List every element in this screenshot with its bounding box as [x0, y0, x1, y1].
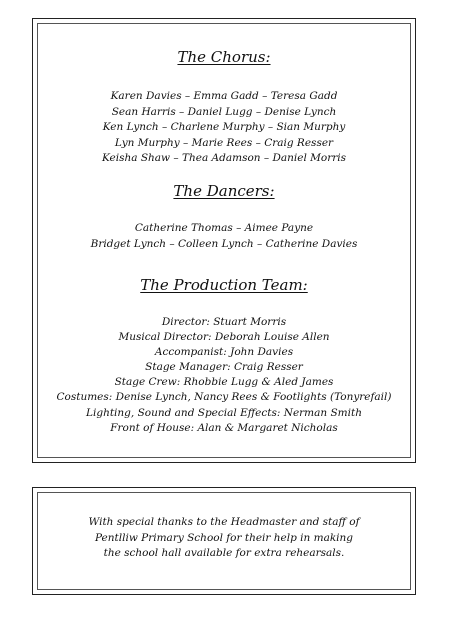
- chorus-section: [33, 47, 415, 167]
- chorus-line: Keisha Shaw – Thea Adamson – Daniel Morris: [101, 152, 347, 164]
- dancers-list: [33, 221, 415, 252]
- acknowledgement-line: Pentlliw Primary School for their help in making: [94, 531, 354, 544]
- production-team-line: Front of House: Alan & Margaret Nicholas: [110, 421, 338, 434]
- dancers-line: Bridget Lynch – Colleen Lynch – Catherine Davies: [90, 237, 358, 250]
- production-team-line: Lighting, Sound and Special Effects: Nerman Smith: [86, 406, 362, 419]
- production-team-line: Costumes: Denise Lynch, Nancy Rees & Footlights (Tonyrefail): [56, 391, 392, 404]
- production-team-line: Accompanist: John Davies: [154, 346, 294, 359]
- dancers-heading: The Dancers:: [173, 182, 275, 200]
- acknowledgement-panel: [32, 487, 416, 595]
- production-team-line: Musical Director: Deborah Louise Allen: [118, 331, 330, 344]
- dancers-section: [33, 181, 415, 252]
- dancers-line: Catherine Thomas – Aimee Payne: [134, 222, 314, 234]
- production-team-line: Stage Manager: Craig Resser: [145, 361, 303, 374]
- acknowledgement-line: the school hall available for extra rehearsals.: [103, 547, 345, 559]
- production-team-line: Stage Crew: Rhobbie Lugg & Aled James: [114, 376, 334, 389]
- chorus-line: Lyn Murphy – Marie Rees – Craig Resser: [114, 136, 334, 149]
- chorus-heading: The Chorus:: [177, 48, 271, 66]
- production-team-line: Director: Stuart Morris: [161, 316, 287, 328]
- chorus-list: [33, 89, 415, 167]
- production-team-heading: The Production Team:: [140, 276, 308, 294]
- production-team-list: [33, 315, 415, 436]
- chorus-line: Ken Lynch – Charlene Murphy – Sian Murphy: [102, 121, 346, 133]
- acknowledgement-text: [33, 515, 415, 562]
- credits-panel: [32, 18, 416, 463]
- chorus-line: Sean Harris – Daniel Lugg – Denise Lynch: [111, 105, 337, 118]
- production-team-section: [33, 275, 415, 436]
- chorus-line: Karen Davies – Emma Gadd – Teresa Gadd: [110, 90, 338, 102]
- acknowledgement-line: With special thanks to the Headmaster and staff of: [88, 516, 360, 528]
